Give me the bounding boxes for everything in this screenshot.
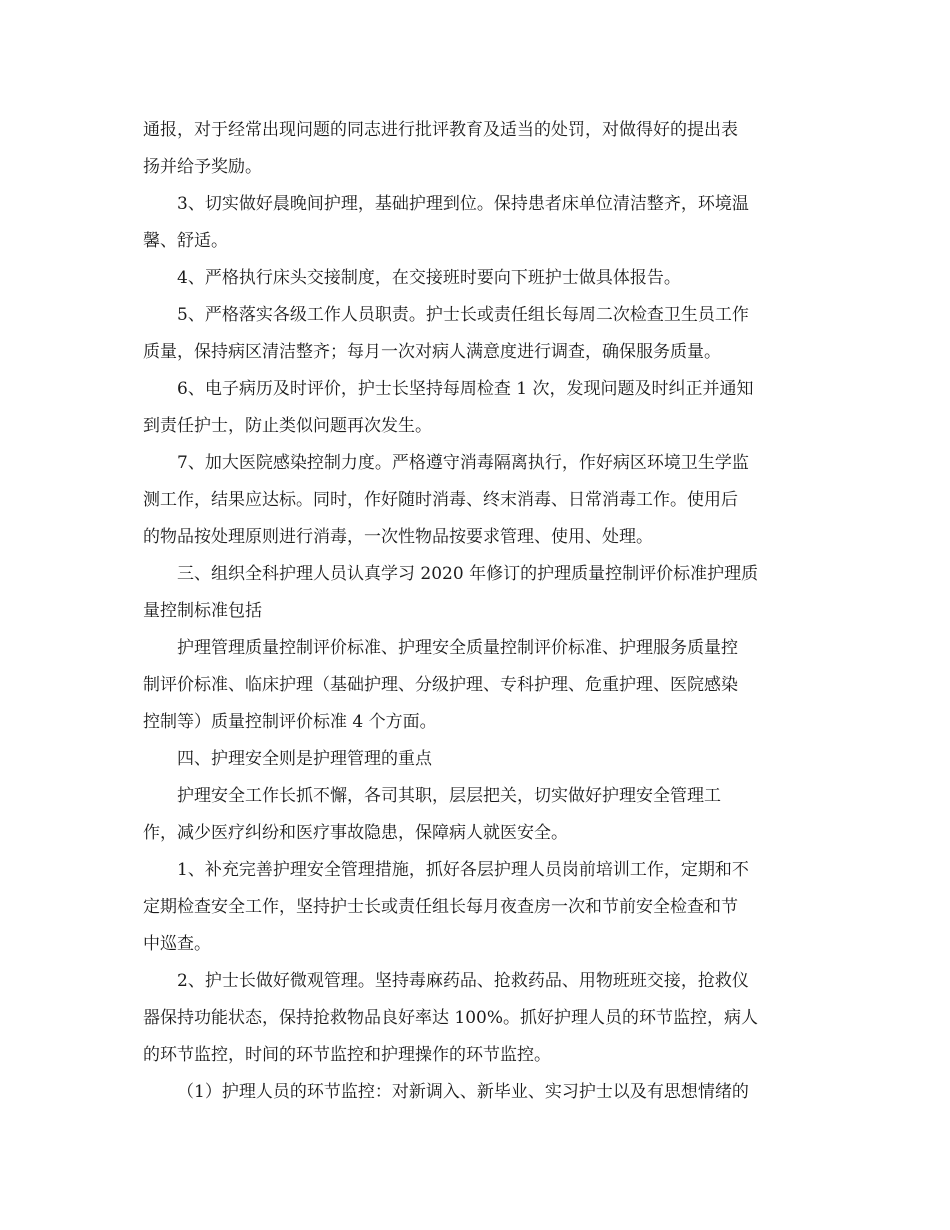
text-line: 器保持功能状态，保持抢救物品良好率达 100%。抓好护理人员的环节监控，病人	[143, 1008, 759, 1028]
text-line: 三、组织全科护理人员认真学习 2020 年修订的护理质量控制评价标准护理质	[177, 564, 759, 584]
text-line: 定期检查安全工作，坚持护士长或责任组长每月夜查房一次和节前安全检查和节	[143, 897, 738, 917]
text-line: 馨、舒适。	[143, 231, 228, 251]
text-line: 7、加大医院感染控制力度。严格遵守消毒隔离执行，作好病区环境卫生学监	[177, 453, 749, 473]
text-line: 控制等）质量控制评价标准 4 个方面。	[143, 712, 437, 732]
text-line: （1）护理人员的环节监控：对新调入、新毕业、实习护士以及有思想情绪的	[177, 1082, 749, 1102]
text-line: 作，减少医疗纠纷和医疗事故隐患，保障病人就医安全。	[143, 823, 568, 843]
text-line: 1、补充完善护理安全管理措施，抓好各层护理人员岗前培训工作，定期和不	[177, 860, 749, 880]
text-line: 的环节监控，时间的环节监控和护理操作的环节监控。	[143, 1045, 551, 1065]
text-line: 护理安全工作长抓不懈，各司其职，层层把关，切实做好护理安全管理工	[177, 786, 721, 806]
text-line: 测工作，结果应达标。同时，作好随时消毒、终末消毒、日常消毒工作。使用后	[143, 490, 738, 510]
text-line: 护理管理质量控制评价标准、护理安全质量控制评价标准、护理服务质量控	[177, 638, 738, 658]
text-line: 通报，对于经常出现问题的同志进行批评教育及适当的处罚，对做得好的提出表	[143, 120, 738, 140]
document-body	[143, 112, 815, 1111]
text-line: 6、电子病历及时评价，护士长坚持每周检查 1 次，发现问题及时纠正并通知	[177, 379, 754, 399]
text-line: 2、护士长做好微观管理。坚持毒麻药品、抢救药品、用物班班交接，抢救仪	[177, 971, 749, 991]
text-line: 扬并给予奖励。	[143, 157, 262, 177]
text-line: 3、切实做好晨晚间护理，基础护理到位。保持患者床单位清洁整齐，环境温	[177, 194, 749, 214]
text-line: 的物品按处理原则进行消毒，一次性物品按要求管理、使用、处理。	[143, 527, 653, 547]
text-line: 5、严格落实各级工作人员职责。护士长或责任组长每周二次检查卫生员工作	[177, 305, 749, 325]
text-line: 制评价标准、临床护理（基础护理、分级护理、专科护理、危重护理、医院感染	[143, 675, 738, 695]
text-line: 量控制标准包括	[143, 601, 262, 621]
text-line: 质量，保持病区清洁整齐；每月一次对病人满意度进行调查，确保服务质量。	[143, 342, 721, 362]
text-line: 到责任护士，防止类似问题再次发生。	[143, 416, 432, 436]
text-line: 4、严格执行床头交接制度，在交接班时要向下班护士做具体报告。	[177, 268, 681, 288]
text-line: 四、护理安全则是护理管理的重点	[177, 749, 432, 769]
text-line: 中巡查。	[143, 934, 211, 954]
